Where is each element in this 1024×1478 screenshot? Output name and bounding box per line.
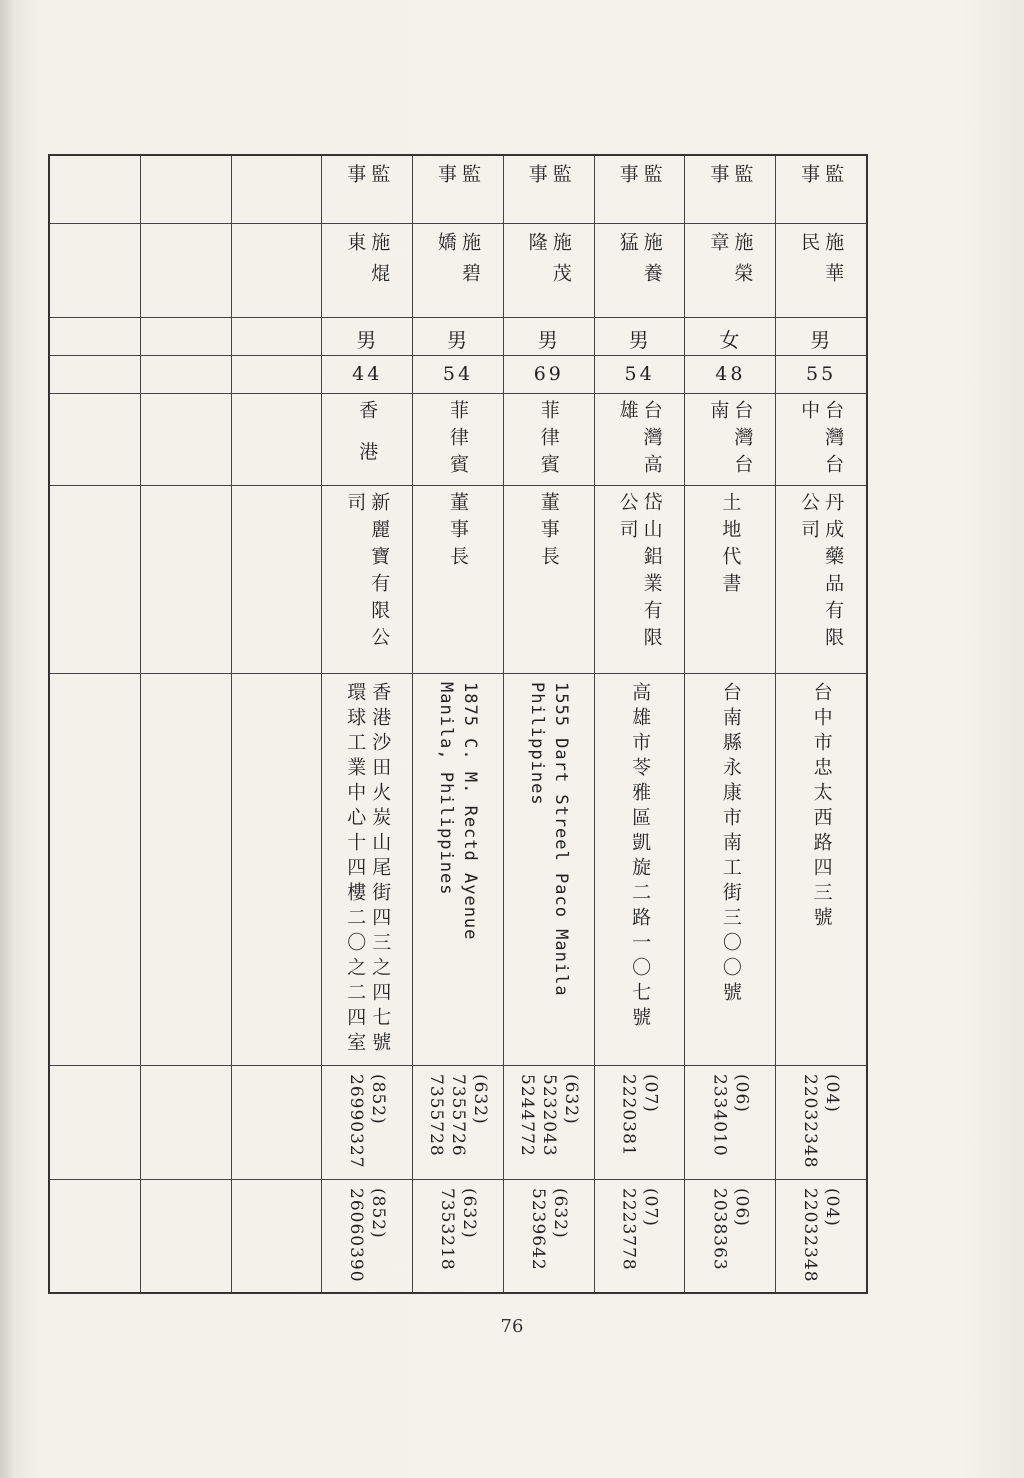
table-cell xyxy=(50,318,140,355)
table-cell xyxy=(775,1180,866,1292)
table-cell xyxy=(684,1180,775,1292)
title-text: 監事 xyxy=(707,164,754,197)
row-nationality xyxy=(50,394,866,486)
table-cell xyxy=(775,486,866,673)
table-cell xyxy=(50,356,140,393)
address-line: 台南縣永康市南工街三〇〇號 xyxy=(719,682,742,1007)
table-cell xyxy=(503,224,594,317)
table-cell xyxy=(140,394,231,485)
row-fax xyxy=(50,1180,866,1292)
table-cell xyxy=(412,486,503,673)
fax-line: (06) xyxy=(731,1188,752,1227)
table-cell xyxy=(503,1066,594,1179)
table-cell xyxy=(594,1066,685,1179)
title-text: 監事 xyxy=(344,164,391,197)
phone-line: 22032348 xyxy=(800,1074,821,1169)
fax-line: 26060390 xyxy=(346,1188,367,1283)
table-cell xyxy=(503,674,594,1065)
address-line: 高雄市苓雅區凱旋二路一〇七號 xyxy=(629,682,652,1032)
sex-text: 男 xyxy=(628,328,651,352)
table-cell xyxy=(412,674,503,1065)
phone-line: (07) xyxy=(640,1074,661,1113)
nationality-text: 菲律賓 xyxy=(537,400,560,481)
fax-line: 2038363 xyxy=(709,1188,730,1271)
table-cell xyxy=(412,1066,503,1179)
address-line: Manila, Philippines xyxy=(436,682,457,896)
table-cell xyxy=(503,356,594,393)
table-cell xyxy=(50,674,140,1065)
table-cell xyxy=(321,156,412,223)
table-cell xyxy=(140,1066,231,1179)
table-cell xyxy=(503,318,594,355)
table-cell xyxy=(140,224,231,317)
phone-line: (632) xyxy=(560,1074,581,1125)
sex-text: 男 xyxy=(356,328,379,352)
table-cell xyxy=(775,356,866,393)
row-address xyxy=(50,674,866,1066)
phone-line: (632) xyxy=(470,1074,491,1125)
table-cell xyxy=(412,394,503,485)
fax-line: 7353218 xyxy=(437,1188,458,1271)
fax-line: (632) xyxy=(549,1188,570,1239)
name-text: 施茂隆 xyxy=(525,232,572,294)
table-cell xyxy=(503,1180,594,1292)
table-cell xyxy=(684,156,775,223)
table-cell xyxy=(594,156,685,223)
occupation-text: 董事長 xyxy=(537,492,560,573)
row-age xyxy=(50,356,866,394)
phone-line: 2334010 xyxy=(709,1074,730,1157)
table-cell xyxy=(50,1180,140,1292)
name-text: 施養猛 xyxy=(616,232,663,294)
table-cell xyxy=(684,674,775,1065)
page-number: 76 xyxy=(500,1316,524,1337)
phone-line: 7355728 xyxy=(426,1074,447,1157)
table-cell xyxy=(140,318,231,355)
sex-text: 男 xyxy=(810,328,833,352)
table-cell xyxy=(321,318,412,355)
table-cell xyxy=(684,1066,775,1179)
table-cell xyxy=(594,318,685,355)
table-cell xyxy=(412,1180,503,1292)
sex-text: 男 xyxy=(447,328,470,352)
table-cell xyxy=(140,674,231,1065)
table-cell xyxy=(231,356,322,393)
title-text: 監事 xyxy=(525,164,572,197)
table-cell xyxy=(503,486,594,673)
table-cell xyxy=(50,156,140,223)
phone-line: 2220381 xyxy=(618,1074,639,1157)
table-cell xyxy=(775,1066,866,1179)
table-cell xyxy=(684,356,775,393)
address-line: 台中市忠太西路四三號 xyxy=(810,682,833,932)
table-cell xyxy=(412,156,503,223)
phone-line: 5244772 xyxy=(516,1074,537,1157)
address-line: 1875 C. M. Rectd Ayenue xyxy=(460,682,481,941)
table-cell xyxy=(594,1180,685,1292)
nationality-text: 台灣高雄 xyxy=(616,400,663,481)
address-line: Philippines xyxy=(526,682,547,806)
age-text: 44 xyxy=(352,363,383,385)
occupation-text: 土地代書 xyxy=(719,492,742,600)
nationality-text: 台灣台南 xyxy=(707,400,754,481)
table-cell xyxy=(594,394,685,485)
table-cell xyxy=(321,674,412,1065)
table-cell xyxy=(231,1180,322,1292)
fax-line: (07) xyxy=(640,1188,661,1227)
row-title xyxy=(50,156,866,224)
table-cell xyxy=(231,1066,322,1179)
phone-line: 7355726 xyxy=(448,1074,469,1157)
table-cell xyxy=(231,486,322,673)
table-cell xyxy=(231,674,322,1065)
table-cell xyxy=(775,224,866,317)
occupation-text: 丹成藥品有限公司 xyxy=(798,492,845,654)
table-cell xyxy=(412,224,503,317)
phone-line: (852) xyxy=(368,1074,389,1125)
phone-line: 5232043 xyxy=(538,1074,559,1157)
table-cell xyxy=(321,224,412,317)
occupation-text: 董事長 xyxy=(447,492,470,573)
table-cell xyxy=(231,394,322,485)
table-cell xyxy=(503,156,594,223)
directory-table xyxy=(48,154,868,1294)
table-cell xyxy=(321,1180,412,1292)
table-cell xyxy=(140,356,231,393)
name-text: 施碧嬌 xyxy=(435,232,482,294)
fax-line: 2223778 xyxy=(618,1188,639,1271)
table-cell xyxy=(684,224,775,317)
name-text: 施華民 xyxy=(798,232,845,294)
table-cell xyxy=(775,156,866,223)
title-text: 監事 xyxy=(616,164,663,197)
table-cell xyxy=(321,486,412,673)
fax-line: 5239642 xyxy=(527,1188,548,1271)
address-line: 1555 Dart Streel Paco Manila xyxy=(550,682,571,997)
age-text: 54 xyxy=(442,363,474,385)
table-cell xyxy=(321,394,412,485)
nationality-text: 香 港 xyxy=(356,400,379,469)
table-cell xyxy=(503,394,594,485)
fax-line: (852) xyxy=(368,1188,389,1239)
table-cell xyxy=(594,674,685,1065)
table-cell xyxy=(50,394,140,485)
title-text: 監事 xyxy=(798,164,845,197)
age-text: 54 xyxy=(624,363,655,385)
age-text: 69 xyxy=(533,363,564,385)
phone-line: (06) xyxy=(731,1074,752,1113)
address-line: 香港沙田火炭山尾街四三之四七號 xyxy=(369,682,392,1057)
title-text: 監事 xyxy=(435,164,482,197)
row-occupation xyxy=(50,486,866,674)
phone-line: (04) xyxy=(822,1074,843,1113)
table-cell xyxy=(140,486,231,673)
fax-line: (632) xyxy=(459,1188,480,1239)
table-cell xyxy=(594,486,685,673)
name-text: 施榮章 xyxy=(707,232,754,294)
table-cell xyxy=(594,356,685,393)
address-line: 環球工業中心十四樓二〇之二四室 xyxy=(344,682,367,1057)
table-cell xyxy=(775,318,866,355)
fax-line: 22032348 xyxy=(800,1188,821,1283)
occupation-text: 岱山鋁業有限公司 xyxy=(616,492,663,654)
table-cell xyxy=(594,224,685,317)
name-text: 施焜東 xyxy=(344,232,391,294)
table-cell xyxy=(684,318,775,355)
phone-line: 26990327 xyxy=(346,1074,367,1169)
row-name xyxy=(50,224,866,318)
age-text: 55 xyxy=(806,363,837,385)
table-cell xyxy=(775,674,866,1065)
occupation-text: 新麗寶有限公司 xyxy=(344,492,391,654)
table-cell xyxy=(50,1066,140,1179)
sex-text: 男 xyxy=(537,328,560,352)
table-cell xyxy=(50,486,140,673)
table-cell xyxy=(321,1066,412,1179)
nationality-text: 菲律賓 xyxy=(447,400,470,481)
table-cell xyxy=(231,224,322,317)
age-text: 48 xyxy=(715,363,746,385)
nationality-text: 台灣台中 xyxy=(798,400,845,481)
table-cell xyxy=(684,486,775,673)
table-cell xyxy=(140,156,231,223)
row-sex xyxy=(50,318,866,356)
table-cell xyxy=(321,356,412,393)
table-cell xyxy=(775,394,866,485)
sex-text: 女 xyxy=(719,328,742,352)
table-cell xyxy=(140,1180,231,1292)
table-cell xyxy=(412,356,503,393)
table-cell xyxy=(412,318,503,355)
fax-line: (04) xyxy=(822,1188,843,1227)
table-cell xyxy=(231,318,322,355)
table-cell xyxy=(231,156,322,223)
table-cell xyxy=(50,224,140,317)
table-cell xyxy=(684,394,775,485)
row-phone xyxy=(50,1066,866,1180)
